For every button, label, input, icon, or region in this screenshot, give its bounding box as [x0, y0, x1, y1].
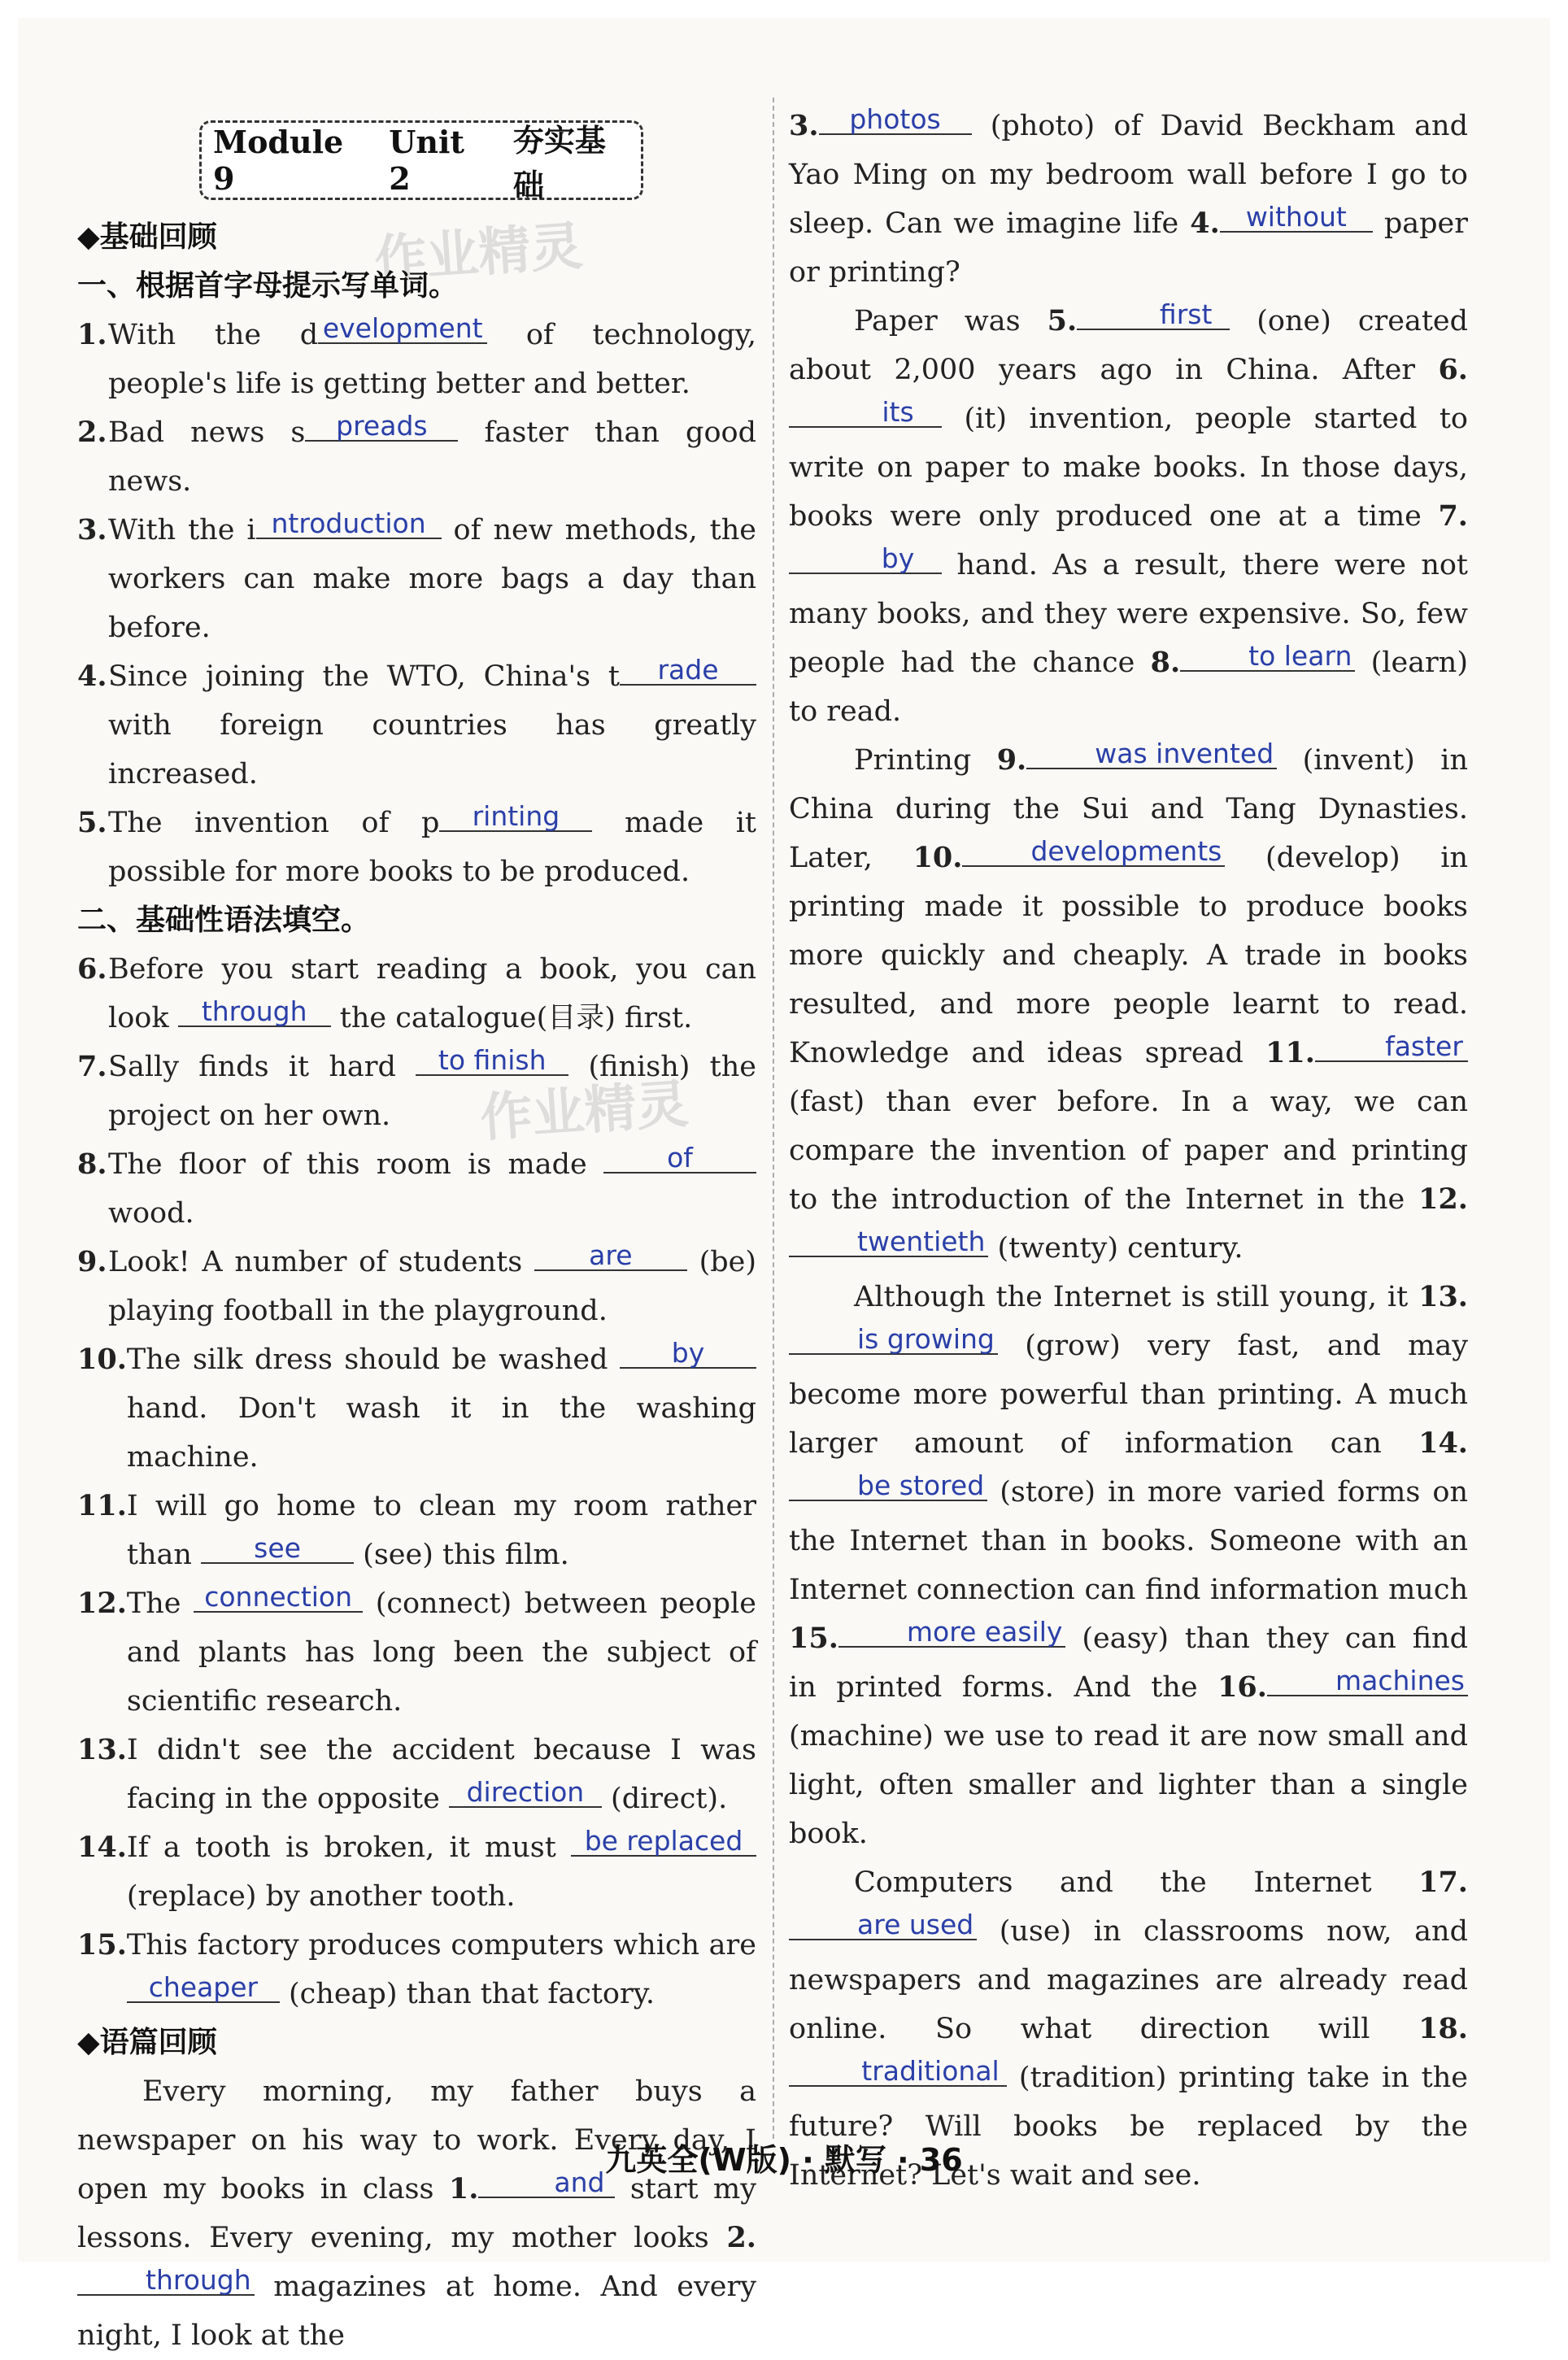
question-text: With the d — [108, 319, 319, 351]
question-text: With the i — [108, 514, 256, 546]
blank-number: 10. — [912, 841, 963, 874]
question-number: 14. — [77, 1831, 127, 1864]
question-text: with foreign countries has greatly increased. — [108, 709, 756, 790]
question-number: 10. — [77, 1343, 127, 1376]
question-text: (connect) between people and plants has long been the subject of scientific research. — [126, 1587, 756, 1718]
question-14 — [77, 1823, 756, 1921]
column-divider — [773, 98, 774, 2139]
question-8 — [77, 1140, 756, 1238]
answer-blank[interactable]: faster — [1315, 1033, 1468, 1062]
question-text: made it possible for more books to be produced. — [108, 807, 756, 888]
answer-blank[interactable]: first — [1077, 301, 1230, 330]
passage-text: (one) created about 2,000 years ago in China. After — [789, 305, 1469, 386]
passage-text: Printing — [854, 744, 997, 777]
question-12 — [77, 1579, 756, 1726]
answer-blank[interactable]: photos — [819, 106, 972, 135]
answer-blank[interactable]: evelopment — [318, 315, 487, 344]
question-number: 7. — [77, 1050, 107, 1083]
answer-blank[interactable]: cheaper — [127, 1974, 280, 2003]
question-text: Before you start reading a book, you can look — [108, 953, 756, 1034]
blank-number: 13. — [1418, 1280, 1468, 1313]
blank-number: 8. — [1150, 646, 1181, 679]
question-number: 5. — [77, 806, 107, 839]
question-text: (be) playing football in the playground. — [108, 1246, 756, 1327]
passage-paragraph-4 — [789, 736, 1468, 1273]
module-label: Module 9 — [213, 124, 344, 197]
passage-paragraph-1 — [77, 2067, 756, 2360]
answer-blank[interactable]: be replaced — [571, 1827, 756, 1857]
passage-text: (invent) in China during the Sui and Tang Dynasties. Later, — [789, 744, 1468, 874]
question-text: Since joining the WTO, China's t — [108, 660, 620, 693]
question-number: 2. — [77, 416, 107, 449]
question-text: If a tooth is broken, it must — [126, 1831, 571, 1864]
passage-text: (twenty) century. — [988, 1232, 1244, 1265]
question-text: (replace) by another tooth. — [126, 1880, 516, 1913]
question-13 — [77, 1726, 756, 1823]
question-text: I will go home to clean my room rather than — [126, 1490, 756, 1571]
answer-blank[interactable]: traditional — [789, 2057, 1007, 2087]
module-title-box — [199, 120, 643, 203]
blank-number: 17. — [1418, 1866, 1468, 1899]
left-column — [77, 213, 756, 2360]
question-text: of technology, people's life is getting better and better. — [108, 319, 756, 400]
question-10 — [77, 1335, 756, 1482]
blank-number: 9. — [996, 743, 1027, 777]
blank-number: 7. — [1438, 499, 1468, 533]
passage-text: (learn) to read. — [789, 647, 1468, 728]
answer-blank[interactable]: more easily — [838, 1618, 1066, 1648]
question-text: Sally finds it hard — [108, 1051, 416, 1083]
question-text: wood. — [108, 1197, 194, 1230]
answer-blank[interactable]: through — [77, 2266, 255, 2296]
question-5 — [77, 799, 756, 896]
right-column — [789, 102, 1468, 2200]
blank-number: 5. — [1047, 304, 1078, 337]
passage-paragraph-3 — [789, 297, 1468, 736]
answer-blank[interactable]: are used — [789, 1911, 977, 1940]
answer-blank[interactable]: see — [201, 1535, 354, 1564]
answer-blank[interactable]: twentieth — [789, 1228, 988, 1257]
question-text: The — [126, 1587, 194, 1620]
blank-number: 1. — [448, 2172, 479, 2205]
question-text: (finish) the project on her own. — [108, 1051, 757, 1132]
blank-number: 6. — [1438, 353, 1468, 386]
answer-blank[interactable]: be stored — [789, 1472, 987, 1501]
blank-number: 3. — [789, 109, 819, 142]
page-footer: 九英全(W版) · 默写 · 36 — [605, 2142, 963, 2178]
question-number: 9. — [77, 1245, 107, 1278]
question-4 — [77, 652, 756, 799]
question-15 — [77, 1921, 756, 2018]
answer-blank[interactable]: rinting — [439, 803, 592, 832]
passage-text: start my lessons. Every evening, my mother looks — [77, 2173, 756, 2254]
question-text: The silk dress should be washed — [126, 1343, 620, 1376]
question-text: of new methods, the workers can make more bags a day than before. — [108, 514, 756, 644]
blank-number: 16. — [1217, 1670, 1267, 1704]
question-text: This factory produces computers which are — [126, 1929, 756, 1962]
blank-number: 12. — [1418, 1182, 1468, 1216]
passage-review-heading: ◆语篇回顾 — [77, 2026, 217, 2059]
question-text: The invention of p — [108, 807, 440, 839]
question-text: (cheap) than that factory. — [279, 1978, 655, 2010]
answer-blank[interactable]: to learn — [1180, 642, 1355, 672]
question-number: 6. — [77, 952, 107, 986]
section-review-heading: ◆基础回顾 — [77, 220, 217, 254]
passage-paragraph-2 — [789, 102, 1468, 297]
passage-text: Computers and the Internet — [854, 1866, 1419, 1899]
blank-number: 18. — [1418, 2012, 1468, 2045]
answer-blank[interactable]: machines — [1267, 1667, 1468, 1696]
answer-blank[interactable]: are — [534, 1242, 687, 1271]
watermark: 作业精灵 — [372, 216, 585, 291]
blank-number: 11. — [1265, 1036, 1315, 1069]
answer-blank[interactable]: ntroduction — [256, 510, 442, 539]
answer-blank[interactable]: connection — [194, 1583, 363, 1613]
question-11 — [77, 1482, 756, 1579]
answer-blank[interactable]: is growing — [789, 1326, 998, 1355]
passage-text: (tradition) printing take in the future? Will books be replaced by the Internet? Let's wait and see. — [789, 2062, 1468, 2192]
passage-text: (machine) we use to read it are now small and light, often smaller and lighter than a single book. — [789, 1720, 1468, 1850]
blank-number: 14. — [1418, 1426, 1468, 1460]
question-text: (direct). — [601, 1783, 728, 1815]
question-text: (see) this film. — [354, 1539, 569, 1571]
blank-number: 2. — [726, 2221, 756, 2254]
passage-text: (easy) than they can find in printed forms. And the — [789, 1622, 1468, 1704]
question-text: faster than good news. — [108, 416, 756, 498]
answer-blank[interactable]: and — [478, 2169, 615, 2198]
answer-blank[interactable]: without — [1220, 203, 1373, 233]
passage-text: (fast) than ever before. In a way, we can compare the invention of paper and printing to the introduction of the Internet in the — [789, 1086, 1468, 1216]
question-number: 15. — [77, 1928, 127, 1962]
passage-text: (it) invention, people started to write on paper to make books. In those days, books were only produced one at a time — [789, 403, 1468, 533]
question-9 — [77, 1238, 756, 1335]
answer-blank[interactable]: its — [789, 398, 942, 428]
answer-blank[interactable]: of — [603, 1144, 756, 1173]
passage-text: Paper was — [854, 305, 1048, 337]
passage-text: (develop) in printing made it possible to produce books more quickly and cheaply. A trade in books resulted, and more people learnt to read. Knowledge and ideas spread — [789, 842, 1468, 1069]
passage-text: Every morning, my father buys a newspaper on his way to work. Every day, I open my books in class — [77, 2075, 756, 2205]
question-7 — [77, 1043, 756, 1140]
topic-label: 夯实基础 — [512, 122, 606, 203]
question-text: The floor of this room is made — [108, 1148, 603, 1181]
answer-blank[interactable]: by — [620, 1339, 756, 1369]
question-number: 1. — [77, 318, 107, 351]
answer-blank[interactable]: developments — [962, 838, 1225, 867]
passage-text: magazines at home. And every night, I look at the — [77, 2271, 756, 2352]
answer-blank[interactable]: through — [178, 998, 331, 1027]
answer-blank[interactable]: to finish — [416, 1047, 568, 1076]
answer-blank[interactable]: preads — [305, 412, 458, 442]
question-number: 3. — [77, 513, 107, 546]
passage-text: (grow) very fast, and may become more powerful than printing. A much larger amount of information can — [789, 1330, 1468, 1460]
passage-text: paper or printing? — [789, 207, 1468, 289]
passage-text: (use) in classrooms now, and newspapers and magazines are already read online. So what direction will — [789, 1915, 1468, 2045]
answer-blank[interactable]: by — [789, 545, 942, 574]
question-number: 12. — [77, 1587, 127, 1620]
question-number: 13. — [77, 1733, 127, 1766]
question-6 — [77, 945, 756, 1043]
question-text: the catalogue(目录) first. — [330, 1002, 693, 1034]
question-text: Look! A number of students — [108, 1246, 534, 1278]
passage-text: (store) in more varied forms on the Internet than in books. Someone with an Internet connection can find information much — [789, 1476, 1468, 1606]
passage-text: Although the Internet is still young, it — [854, 1281, 1419, 1313]
part2-heading: 二、基础性语法填空。 — [77, 904, 371, 937]
answer-blank[interactable]: direction — [449, 1779, 602, 1808]
part1-heading: 一、根据首字母提示写单词。 — [77, 269, 459, 303]
passage-text: (photo) of David Beckham and Yao Ming on my bedroom wall before I go to sleep. Can we imagine life — [789, 110, 1468, 240]
blank-number: 4. — [1190, 207, 1220, 240]
question-2 — [77, 408, 756, 506]
question-number: 11. — [77, 1489, 127, 1522]
unit-label: Unit 2 — [389, 124, 464, 197]
question-1 — [77, 311, 756, 408]
question-text: hand. Don't wash it in the washing machine. — [126, 1392, 756, 1474]
answer-blank[interactable]: rade — [620, 656, 756, 686]
question-number: 8. — [77, 1147, 107, 1181]
watermark: 作业精灵 — [478, 1074, 690, 1149]
question-text: Bad news s — [108, 416, 306, 449]
question-3 — [77, 506, 756, 652]
answer-blank[interactable]: was invented — [1026, 740, 1277, 769]
question-number: 4. — [77, 660, 107, 693]
passage-text: hand. As a result, there were not many books, and they were expensive. So, few people had the chance — [789, 549, 1468, 679]
question-text: I didn't see the accident because I was facing in the opposite — [126, 1734, 756, 1815]
passage-paragraph-5 — [789, 1273, 1468, 1858]
blank-number: 15. — [789, 1622, 838, 1655]
